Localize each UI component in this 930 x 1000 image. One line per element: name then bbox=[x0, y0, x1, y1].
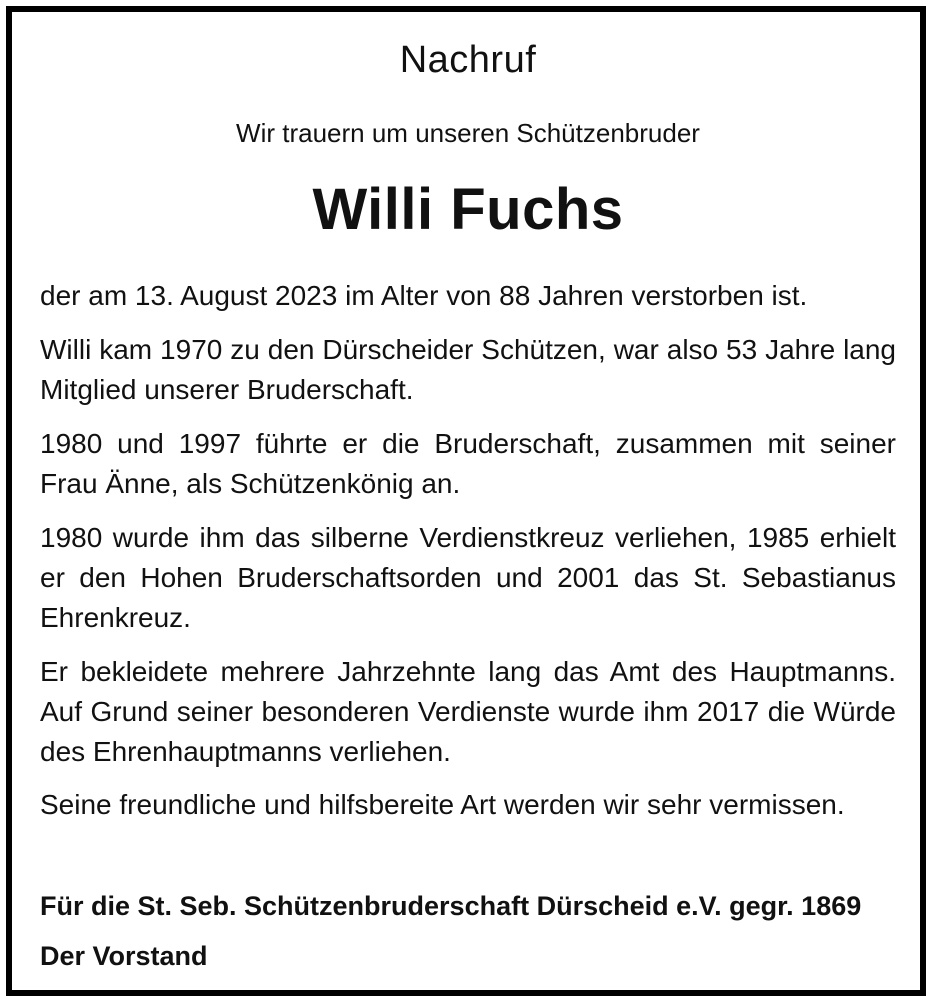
paragraph-membership: Willi kam 1970 zu den Dürscheider Schützen, war also 53 Jahre lang Mitglied unserer Bruderschaft. bbox=[40, 334, 896, 405]
paragraph-awards: 1980 wurde ihm das silberne Verdienstkreuz verliehen, 1985 erhielt er den Hohen Bruderschaftsorden und 2001 das St. Sebastianus Ehrenkreuz. bbox=[40, 522, 896, 633]
paragraph-death-date: der am 13. August 2023 im Alter von 88 Jahren verstorben ist. bbox=[40, 280, 808, 311]
deceased-name: Willi Fuchs bbox=[312, 177, 624, 242]
paragraph-king: 1980 und 1997 führte er die Bruderschaft, zusammen mit seiner Frau Änne, als Schützenkönig an. bbox=[40, 428, 896, 499]
obituary-frame bbox=[6, 6, 926, 996]
signature-organization: Für die St. Seb. Schützenbruderschaft Dürscheid e.V. gegr. 1869 bbox=[40, 891, 862, 921]
signature-board: Der Vorstand bbox=[40, 941, 208, 971]
paragraph-captain: Er bekleidete mehrere Jahrzehnte lang das Amt des Hauptmanns. Auf Grund seiner besonderen Verdienste wurde ihm 2017 die Würde des Ehrenhauptmanns verliehen. bbox=[40, 656, 896, 767]
paragraph-farewell: Seine freundliche und hilfsbereite Art werden wir sehr vermissen. bbox=[40, 789, 845, 820]
obituary-subtitle: Wir trauern um unseren Schützenbruder bbox=[236, 118, 700, 148]
obituary-title: Nachruf bbox=[399, 39, 537, 81]
